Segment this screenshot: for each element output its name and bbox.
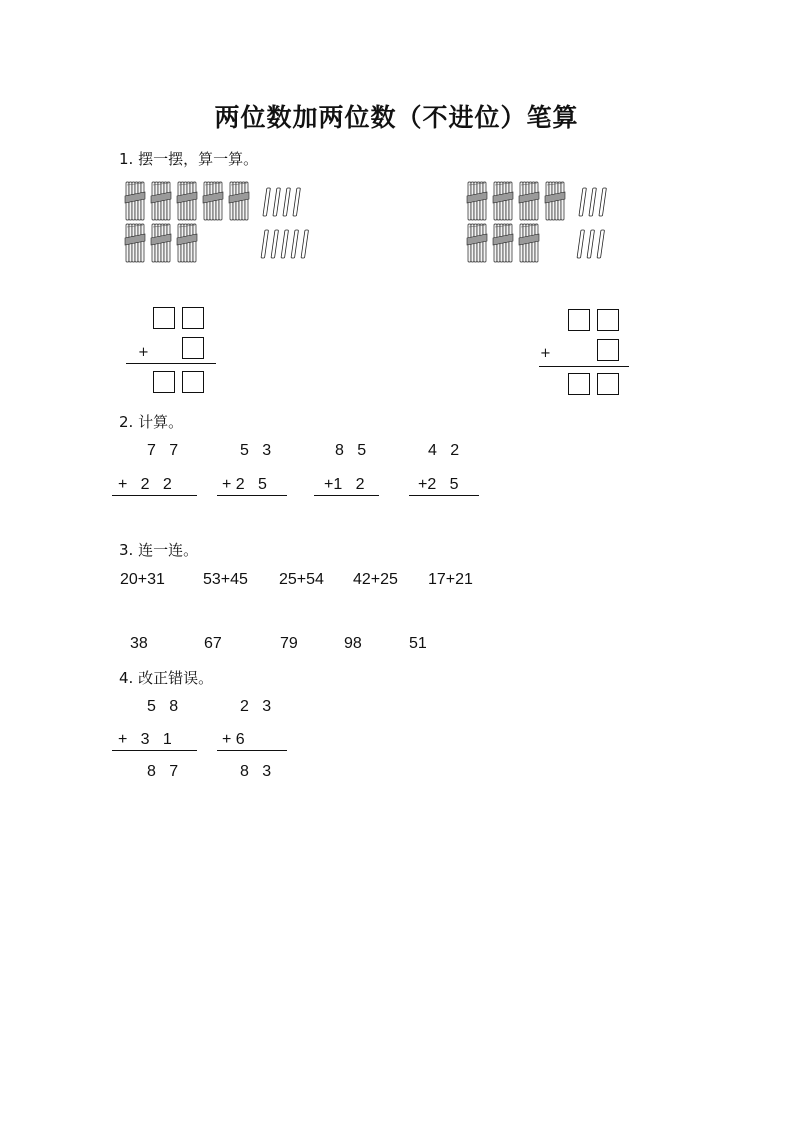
q2-problem-1: [112, 442, 202, 502]
answer-box[interactable]: [182, 337, 204, 359]
q4-heading: 4. 改正错误。: [119, 669, 214, 687]
addend-bottom: +1 2: [324, 476, 365, 493]
answer-item[interactable]: 51: [409, 635, 427, 652]
loose-stick: [597, 230, 604, 258]
sum-line: [409, 495, 479, 496]
addend-bottom: + 3 1: [118, 731, 172, 748]
addend-top: 2 3: [240, 698, 272, 715]
plus-sign: +: [138, 345, 149, 360]
stick-bundle: [467, 182, 487, 220]
loose-stick: [291, 230, 298, 258]
loose-stick: [273, 188, 280, 216]
stick-bundles-right-picture: [462, 180, 632, 270]
answer-item[interactable]: 79: [280, 635, 298, 652]
loose-stick: [261, 230, 268, 258]
answer-box[interactable]: [568, 309, 590, 331]
answer-box[interactable]: [568, 373, 590, 395]
q2-problem-4: [409, 442, 489, 502]
sum-line: [217, 750, 287, 751]
q1-right-addition: [530, 300, 640, 400]
loose-stick: [589, 188, 596, 216]
sum-line: [112, 495, 197, 496]
expression-item[interactable]: 42+25: [353, 571, 398, 588]
addend-bottom: + 2 5: [222, 476, 267, 493]
answer-box[interactable]: [597, 309, 619, 331]
addend-top: 5 8: [147, 698, 179, 715]
stick-bundles-left-picture: [120, 180, 320, 270]
expression-item[interactable]: 20+31: [120, 571, 165, 588]
page-title: 两位数加两位数（不进位）笔算: [214, 103, 579, 132]
plus-sign: +: [540, 346, 551, 361]
q1-left-addition: [120, 300, 230, 400]
stick-bundle: [125, 224, 145, 262]
loose-stick: [599, 188, 606, 216]
q4-problem-2: [217, 698, 297, 788]
expression-item[interactable]: 25+54: [279, 571, 324, 588]
loose-stick: [293, 188, 300, 216]
answer-box[interactable]: [153, 371, 175, 393]
loose-stick: [579, 188, 586, 216]
answer-box[interactable]: [182, 307, 204, 329]
addend-bottom: +2 5: [418, 476, 459, 493]
stick-bundle: [177, 224, 197, 262]
answer-item[interactable]: 67: [204, 635, 222, 652]
stick-bundle: [151, 224, 171, 262]
stick-bundle: [519, 224, 539, 262]
stick-bundle: [493, 224, 513, 262]
addend-top: 4 2: [428, 442, 460, 459]
q4-problem-1: [112, 698, 202, 788]
loose-stick: [283, 188, 290, 216]
wrong-result: 8 3: [240, 763, 272, 780]
answer-box[interactable]: [153, 307, 175, 329]
answer-box[interactable]: [597, 373, 619, 395]
q2-problem-3: [314, 442, 394, 502]
sum-line: [112, 750, 197, 751]
stick-bundle: [493, 182, 513, 220]
answer-box[interactable]: [182, 371, 204, 393]
sum-line: [217, 495, 287, 496]
stick-bundle: [467, 224, 487, 262]
q2-heading: 2. 计算。: [119, 413, 184, 431]
wrong-result: 8 7: [147, 763, 179, 780]
addend-top: 8 5: [335, 442, 367, 459]
loose-stick: [577, 230, 584, 258]
stick-bundle: [203, 182, 223, 220]
loose-stick: [271, 230, 278, 258]
stick-bundle: [125, 182, 145, 220]
loose-stick: [263, 188, 270, 216]
addend-top: 5 3: [240, 442, 272, 459]
q2-problem-2: [217, 442, 297, 502]
expression-item[interactable]: 17+21: [428, 571, 473, 588]
addend-top: 7 7: [147, 442, 179, 459]
q3-heading: 3. 连一连。: [119, 541, 199, 559]
stick-bundle: [151, 182, 171, 220]
sum-line: [314, 495, 379, 496]
sum-line: [126, 363, 216, 364]
stick-bundle: [229, 182, 249, 220]
addend-bottom: + 6: [222, 731, 245, 748]
q1-heading: 1. 摆一摆，算一算。: [119, 150, 259, 168]
answer-item[interactable]: 98: [344, 635, 362, 652]
stick-bundle: [177, 182, 197, 220]
addend-bottom: + 2 2: [118, 476, 172, 493]
stick-bundle: [519, 182, 539, 220]
stick-bundle: [545, 182, 565, 220]
loose-stick: [281, 230, 288, 258]
answer-item[interactable]: 38: [130, 635, 148, 652]
sum-line: [539, 366, 629, 367]
expression-item[interactable]: 53+45: [203, 571, 248, 588]
loose-stick: [301, 230, 308, 258]
answer-box[interactable]: [597, 339, 619, 361]
loose-stick: [587, 230, 594, 258]
